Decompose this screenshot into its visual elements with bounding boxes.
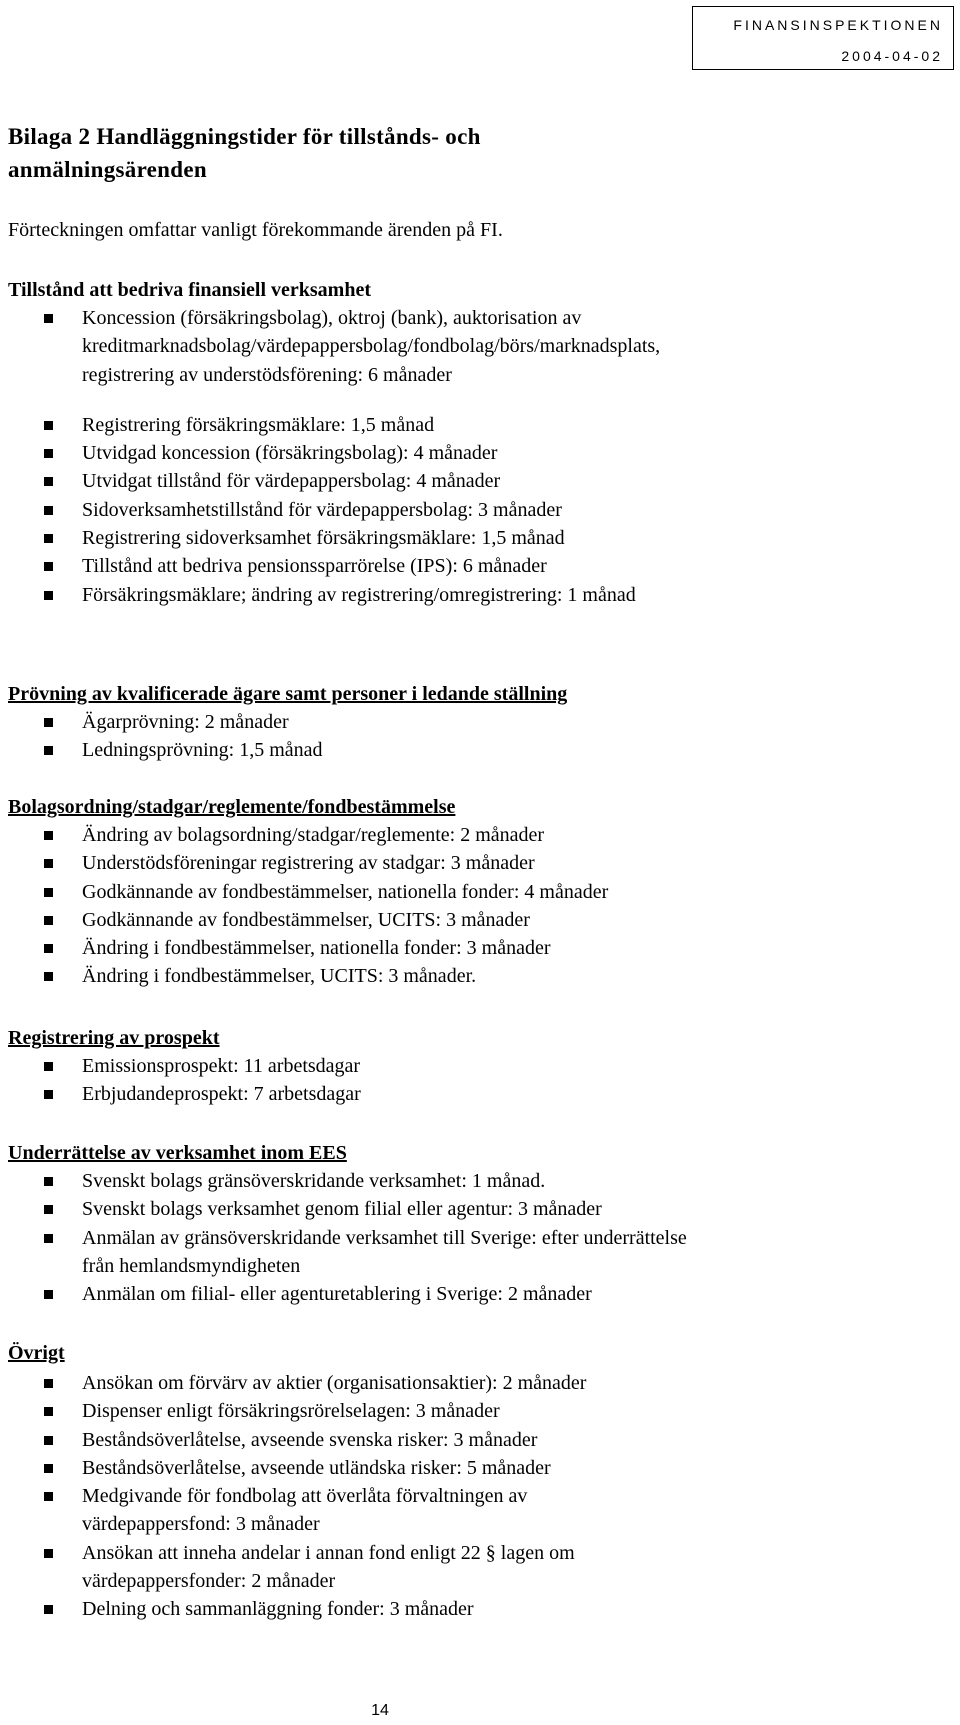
section-heading: Prövning av kvalificerade ägare samt personer i ledande ställning [8,683,568,705]
bullet-icon [44,421,53,430]
item-list [8,1369,948,1624]
list-item: Svenskt bolags gränsöverskridande verksamhet: 1 månad. [8,1167,948,1195]
list-item: Beståndsöverlåtelse, avseende svenska risker: 3 månader [8,1426,948,1454]
bullet-icon [44,1549,53,1558]
bullet-icon [44,944,53,953]
list-item: Registrering försäkringsmäklare: 1,5 månad [8,411,948,439]
list-item: Sidoverksamhetstillstånd för värdepappersbolag: 3 månader [8,496,948,524]
bullet-icon [44,1205,53,1214]
bullet-icon [44,916,53,925]
list-item: Ansökan att inneha andelar i annan fond enligt 22 § lagen om värdepappersfonder: 2 månader [8,1539,642,1596]
bullet-icon [44,449,53,458]
section-tillstand [8,276,948,609]
item-list [8,304,948,609]
list-item: Utvidgad koncession (försäkringsbolag): 4 månader [8,439,948,467]
list-item: Medgivande för fondbolag att överlåta förvaltningen av värdepappersfond: 3 månader [8,1482,642,1539]
bullet-icon [44,506,53,515]
bullet-icon [44,591,53,600]
list-item: Ledningsprövning: 1,5 månad [8,736,948,764]
item-list [8,821,948,991]
bullet-icon [44,1234,53,1243]
bullet-icon [44,1090,53,1099]
page-title: Bilaga 2 Handläggningstider för tillstånds- och anmälningsärenden [8,124,481,182]
list-item: Dispenser enligt försäkringsrörelselagen: 3 månader [8,1397,948,1425]
list-item: Godkännande av fondbestämmelser, nationella fonder: 4 månader [8,878,948,906]
section-heading: Registrering av prospekt [8,1027,220,1049]
list-item: Registrering sidoverksamhet försäkringsmäklare: 1,5 månad [8,524,948,552]
list-item: Anmälan av gränsöverskridande verksamhet till Sverige: efter underrättelse från hemlandsmyndigheten [8,1224,700,1281]
bullet-icon [44,1436,53,1445]
list-item: Svenskt bolags verksamhet genom filial eller agentur: 3 månader [8,1195,948,1223]
list-item: Försäkringsmäklare; ändring av registrering/omregistrering: 1 månad [8,581,722,609]
bullet-icon [44,314,53,323]
section-prospekt [8,1024,948,1109]
bullet-icon [44,562,53,571]
bullet-icon [44,746,53,755]
item-list [8,1167,948,1308]
list-item: Beståndsöverlåtelse, avseende utländska risker: 5 månader [8,1454,948,1482]
bullet-icon [44,1177,53,1186]
intro-text: Förteckningen omfattar vanligt förekommande ärenden på FI. [8,219,503,241]
bullet-icon [44,1407,53,1416]
bullet-icon [44,1379,53,1388]
list-item: Utvidgat tillstånd för värdepappersbolag: 4 månader [8,467,948,495]
section-ees [8,1139,948,1308]
section-heading: Övrigt [8,1342,65,1364]
section-heading: Underrättelse av verksamhet inom EES [8,1142,347,1164]
bullet-icon [44,1062,53,1071]
list-item: Koncession (försäkringsbolag), oktroj (bank), auktorisation av kreditmarknadsbolag/värdepappersbolag/fondbolag/börs/marknadsplats, registrering av understödsförening: 6 månader [8,304,700,389]
document-date: 2004-04-02 [841,48,943,64]
page-number: 14 [371,1702,389,1719]
bullet-icon [44,1464,53,1473]
list-item: Erbjudandeprospekt: 7 arbetsdagar [8,1080,948,1108]
item-list [8,708,948,765]
list-item: Godkännande av fondbestämmelser, UCITS: 3 månader [8,906,948,934]
list-item: Anmälan om filial- eller agenturetablering i Sverige: 2 månader [8,1280,948,1308]
section-ovrigt [8,1339,948,1624]
list-item: Delning och sammanläggning fonder: 3 månader [8,1595,948,1623]
section-heading: Bolagsordning/stadgar/reglemente/fondbestämmelse [8,796,456,818]
bullet-icon [44,859,53,868]
section-provning [8,680,948,765]
bullet-icon [44,477,53,486]
bullet-icon [44,1492,53,1501]
bullet-icon [44,718,53,727]
bullet-icon [44,1605,53,1614]
list-item: Understödsföreningar registrering av stadgar: 3 månader [8,849,948,877]
list-item: Ändring i fondbestämmelser, UCITS: 3 månader. [8,962,948,990]
section-heading: Tillstånd att bedriva finansiell verksamhet [8,279,371,301]
bullet-icon [44,831,53,840]
list-item: Ansökan om förvärv av aktier (organisationsaktier): 2 månader [8,1369,948,1397]
list-item: Emissionsprospekt: 11 arbetsdagar [8,1052,948,1080]
bullet-icon [44,972,53,981]
organization-name: FINANSINSPEKTIONEN [733,17,943,33]
section-bolagsordning [8,793,948,991]
bullet-icon [44,534,53,543]
bullet-icon [44,888,53,897]
item-list [8,1052,948,1109]
list-item: Tillstånd att bedriva pensionssparrörelse (IPS): 6 månader [8,552,948,580]
bullet-icon [44,1290,53,1299]
header-box [692,6,954,70]
list-item: Ändring av bolagsordning/stadgar/reglemente: 2 månader [8,821,948,849]
list-item: Ägarprövning: 2 månader [8,708,948,736]
list-item: Ändring i fondbestämmelser, nationella fonder: 3 månader [8,934,948,962]
